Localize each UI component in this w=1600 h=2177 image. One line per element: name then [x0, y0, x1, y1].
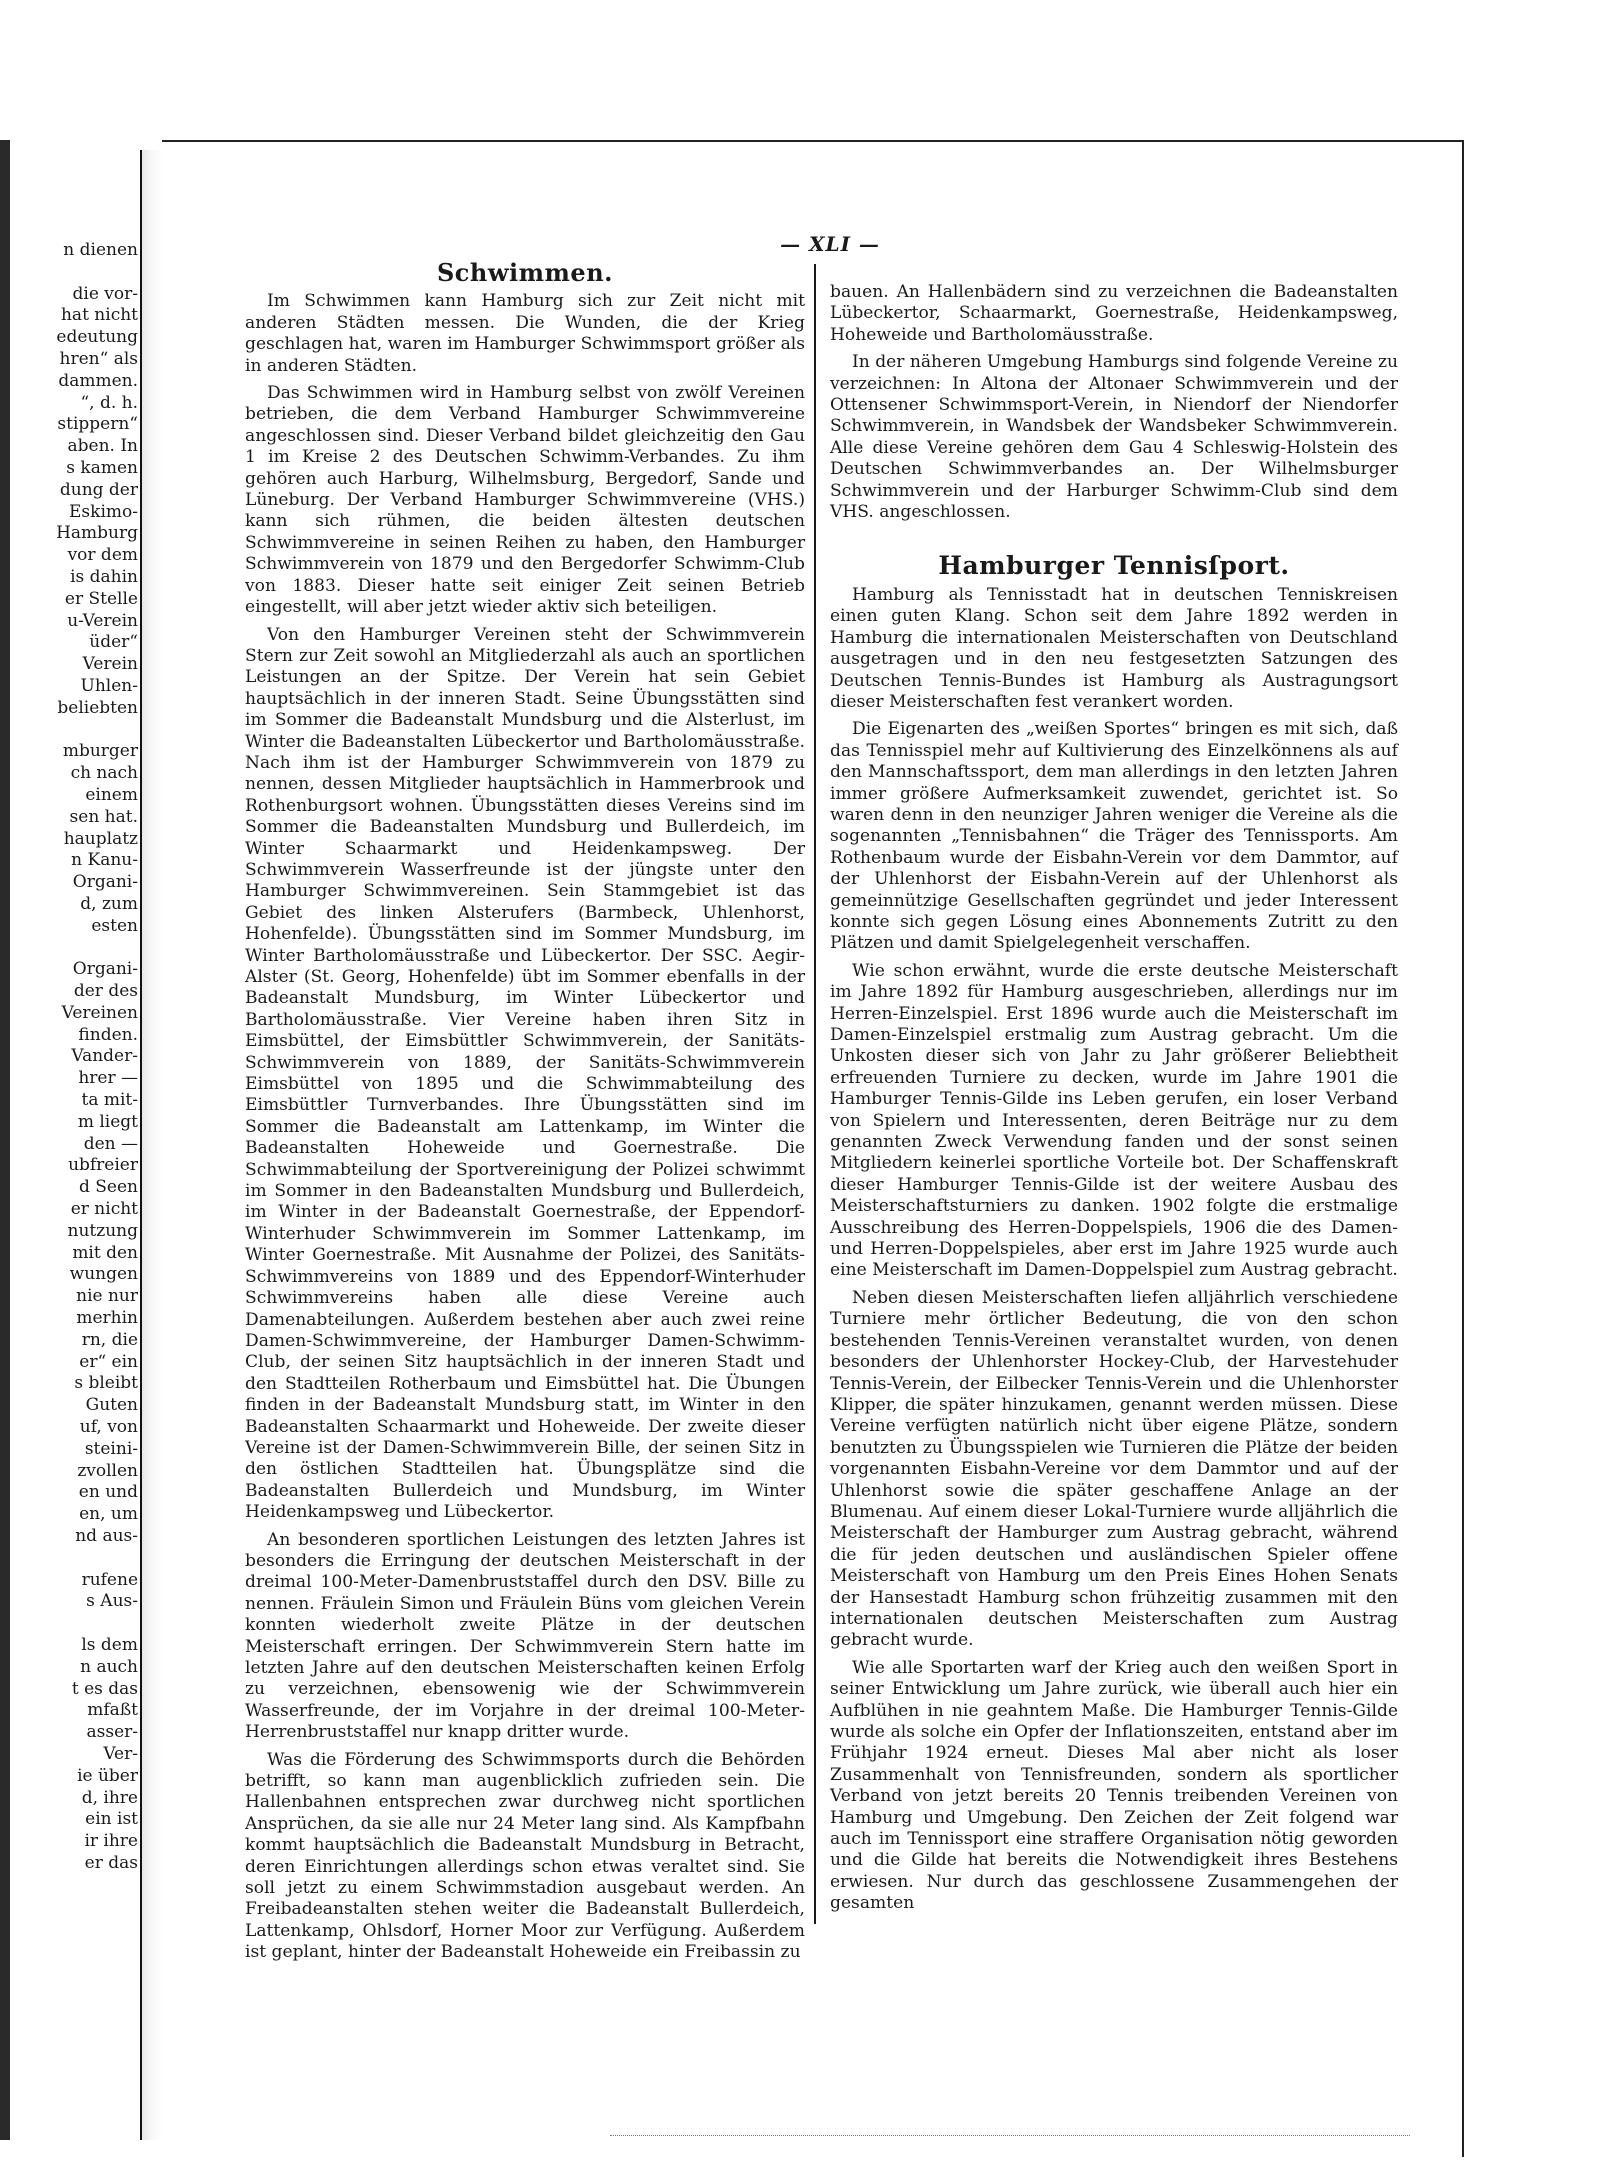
page-bottom-edge	[610, 2135, 1410, 2146]
paragraph: Hamburg als Tennisstadt hat in deutschen Tenniskreisen einen guten Klang. Schon seit dem Jahre 1892 werden in Hamburg die internationalen Meisterschaften von Deutschland ausgetragen und in den neu festgesetzten Satzungen des Deutschen Tennis-Bundes ist Hamburg als Austragungsort dieser Meisterschaften fest verankert worden.	[830, 584, 1398, 712]
paragraph: Die Eigenarten des „weißen Sportes“ bringen es mit sich, daß das Tennisspiel mehr auf Kultivierung des Einzelkönnens als auf den Mannschaftssport, dem man allerdings in den letzten Jahren immer größere Aufmerksamkeit zuwendet, gerichtet ist. So waren denn in den neunziger Jahren weniger die Vereine als die sogenannten „Tennisbahnen“ die Träger des Tennissports. Am Rothenbaum wurde der Eisbahn-Verein vor dem Dammtor, auf der Uhlenhorst der Eisbahn-Verein auf der Uhlenhorst als gemeinnützige Gesellschaften gegründet und jeder Interessent konnte sich gegen Lösung eines Abonnements Zutritt zu den Plätzen und damit Spielgelegenheit verschaffen.	[830, 719, 1398, 954]
paragraph: Im Schwimmen kann Hamburg sich zur Zeit nicht mit anderen Städten messen. Die Wunden, die der Krieg geschlagen hat, waren im Hamburger Schwimmsport größer als in anderen Städten.	[245, 291, 805, 376]
paragraph: Wie alle Sportarten warf der Krieg auch den weißen Sport in seiner Entwicklung um Jahre zurück, wie überall auch hier ein Aufblühen in nie geahntem Maße. Die Hamburger Tennis-Gilde wurde als solche ein Opfer der Inflationszeiten, entstand aber im Frühjahr 1924 erneut. Dieses Mal aber nicht als loser Zusammenhalt von Tennisfreunden, sondern als sportlicher Verband von jetzt bereits 20 Tennis treibenden Vereinen von Hamburg und Umgebung. Den Zeichen der Zeit folgend war auch im Tennissport eine straffere Organisation nötig geworden und die Gilde hat bereits die Notwendigkeit ihres Bestehens erwiesen. Nur durch das geschlossene Zusammengehen der gesamten	[830, 1657, 1398, 1914]
paragraph: bauen. An Hallenbädern sind zu verzeichnen die Badeanstalten Lübeckertor, Schaarmarkt, Goernestraße, Heidenkampsweg, Hoheweide und Bartholomäusstraße.	[830, 282, 1398, 345]
paragraph: Das Schwimmen wird in Hamburg selbst von zwölf Vereinen betrieben, die dem Verband Hamburger Schwimmvereine angeschlossen sind. Dieser Verband bildet gleichzeitig den Gau 1 im Kreise 2 des Deutschen Schwimm-Verbandes. Zu ihm gehören auch Harburg, Wilhelmsburg, Bergedorf, Sande und Lüneburg. Der Verband Hamburger Schwimmvereine (VHS.) kann sich rühmen, die beiden ältesten deutschen Schwimmvereine in seinen Reihen zu haben, den Hamburger Schwimmverein von 1879 und den Bergedorfer Schwimm-Club von 1883. Dieser hatte seit einiger Zeit seinen Betrieb eingestellt, will aber jetzt wieder aktiv sich beteiligen.	[245, 383, 805, 618]
column-divider	[814, 264, 816, 1924]
section-title-schwimmen: Schwimmen.	[436, 258, 614, 287]
section-title-tennissport: Hamburger Tennisſport.	[938, 551, 1290, 581]
paragraph: Was die Förderung des Schwimmsports durch die Behörden betrifft, so kann man augenblicklich zufrieden sein. Die Hallenbahnen entsprechen zwar durchweg nicht sportlichen Ansprüchen, da sie alle nur 24 Meter lang sind. Als Kampfbahn kommt hauptsächlich die Badeanstalt Mundsburg in Betracht, deren Einrichtungen allerdings schon etwas veraltet sind. Sie soll jetzt zu einem Schwimmstadion ausgebaut werden. An Freibadeanstalten stehen weiter die Badeanstalt Bullerdeich, Lattenkamp, Ohlsdorf, Horner Moor zur Verfügung. Außerdem ist geplant, hinter der Badeanstalt Hoheweide ein Freibassin zu	[245, 1749, 805, 1963]
book-gutter	[140, 150, 164, 2140]
paragraph: Wie schon erwähnt, wurde die erste deutsche Meisterschaft im Jahre 1892 für Hamburg ausgeschrieben, allerdings nur im Herren-Einzelspiel. Erst 1896 wurde auch die Meisterschaft im Damen-Einzelspiel erstmalig zum Austrag gebracht. Um die Unkosten dieser sich von Jahr zu Jahr größerer Beliebtheit erfreuenden Turniere zu decken, wurde im Jahre 1901 die Hamburger Tennis-Gilde ins Leben gerufen, ein loser Verband von Spielern und Interessenten, deren Beiträge nur zu dem genannten Zweck Verwendung fanden und der sonst seinen Mitgliedern keinerlei sportliche Vorteile bot. Der Schaffenskraft dieser Hamburger Tennis-Gilde ist der weitere Ausbau des Meisterschaftsturniers zu danken. 1902 folgte die erstmalige Ausschreibung des Herren-Doppelspiels, 1906 die des Damen- und Herren-Doppelspieles, aber erst im Jahre 1925 wurde auch eine Meisterschaft im Damen-Doppelspiel zum Austrag gebracht.	[830, 960, 1398, 1281]
left-column	[245, 258, 805, 1970]
scan-edge	[0, 140, 10, 2140]
paragraph: In der näheren Umgebung Hamburgs sind folgende Vereine zu verzeichnen: In Altona der Altonaer Schwimmverein und der Ottensener Schwimmsport-Verein, in Niendorf der Niendorfer Schwimmverein, in Wandsbek der Wandsbeker Schwimmverein. Alle diese Vereine gehören dem Gau 4 Schleswig-Holstein des Deutschen Schwimmverbandes an. Der Wilhelmsburger Schwimmverein und der Harburger Schwimm-Club sind dem VHS. angeschlossen.	[830, 352, 1398, 523]
page-number: — XLI —	[780, 232, 880, 256]
right-column	[830, 282, 1398, 1921]
paragraph: Von den Hamburger Vereinen steht der Schwimmverein Stern zur Zeit sowohl an Mitgliederzahl als auch an sportlichen Leistungen an der Spitze. Der Verein hat sein Gebiet hauptsächlich in der inneren Stadt. Seine Übungsstätten sind im Sommer die Badeanstalt Mundsburg und die Alsterlust, im Winter die Badeanstalten Lübeckertor und Bartholomäusstraße. Nach ihm ist der Hamburger Schwimmverein von 1879 zu nennen, dessen Mitglieder hauptsächlich in Hammerbrook und Rothenburgsort wohnen. Übungsstätten dieses Vereins sind im Sommer die Badeanstalten Mundsburg und Bullerdeich, im Winter Schaarmarkt und Heidenkampsweg. Der Schwimmverein Wasserfreunde ist der jüngste unter den Hamburger Schwimmvereinen. Sein Stammgebiet ist das Gebiet des linken Alsterufers (Barmbeck, Uhlenhorst, Hohenfelde). Übungsstätten sind im Sommer Mundsburg, im Winter Bartholomäusstraße und Lübeckertor. Der SSC. Aegir-Alster (St. Georg, Hohenfelde) übt im Sommer ebenfalls in der Badeanstalt Mundsburg, im Winter Lübeckertor und Bartholomäusstraße. Vier Vereine haben ihren Sitz in Eimsbüttel, der Eimsbüttler Schwimmverein, der Sanitäts-Schwimmverein von 1889, der Sanitäts-Schwimmverein Eimsbüttel von 1895 und die Schwimmabteilung des Eimsbüttler Turnverbandes. Ihre Übungsstätten sind im Sommer die Badeanstalt am Lattenkamp, im Winter die Badeanstalten Hoheweide und Goernestraße. Die Schwimmabteilung der Sportvereinigung der Polizei schwimmt im Sommer in den Badeanstalten Mundsburg und Bullerdeich, im Winter in der Badeanstalt Goernestraße, der Eppendorf-Winterhuder Schwimmverein im Sommer Lattenkamp, im Winter Goernestraße. Mit Ausnahme der Polizei, des Sanitäts-Schwimmvereins von 1889 und des Eppendorf-Winterhuder Schwimmvereins haben alle diese Vereine auch Damenabteilungen. Außerdem bestehen aber auch zwei reine Damen-Schwimmvereine, der Hamburger Damen-Schwimm-Club, der seinen Sitz hauptsächlich in der inneren Stadt und den Stadtteilen Rotherbaum und Eimsbüttel hat. Die Übungen finden in der Badeanstalt Mundsburg statt, im Winter in den Badeanstalten Schaarmarkt und Hoheweide. Der zweite dieser Vereine ist der Damen-Schwimmverein Bille, der seinen Sitz in den östlichen Stadtteilen hat. Übungsplätze sind die Badeanstalten Bullerdeich und Mundsburg, im Winter Heidenkampsweg und Lübeckertor.	[245, 624, 805, 1523]
previous-page-fragment: n dienen die vor- hat nicht edeutung hren“ als dammen. “, d. h. stippern“ aben. In s kamen dung der Eskimo- Hamburg vor dem is dahin er Stelle u-Verein üder“ Verein Uhlen- beliebten mburger ch nach einem sen hat. hauplatz n Kanu- Organi- d, zum esten Organi- der des Vereinen finden. Vander- hrer — ta mit- m liegt den — ubfreier d Seen er nicht nutzung mit den wungen nie nur merhin rn, die er“ ein s bleibt Guten uf, von steini- zvollen en und en, um nd aus- rufene s Aus- ls dem n auch t es das mfaßt asser- Ver- ie über d, ihre ein ist ir ihre er das	[56, 240, 138, 1873]
paragraph: An besonderen sportlichen Leistungen des letzten Jahres ist besonders die Erringung der deutschen Meisterschaft in der dreimal 100-Meter-Damenbruststaffel durch den DSV. Bille zu nennen. Fräulein Simon und Fräulein Büns vom gleichen Verein konnten wiederholt zweite Plätze in der deutschen Meisterschaft erringen. Der Schwimmverein Stern hatte im letzten Jahre auf den deutschen Meisterschaften keinen Erfolg zu verzeichnen, ebensowenig wie der Schwimmverein Wasserfreunde, der im Vorjahre in der dreimal 100-Meter-Herrenbruststaffel nur knapp dritter wurde.	[245, 1529, 805, 1743]
paragraph: Neben diesen Meisterschaften liefen alljährlich verschiedene Turniere mehr örtlicher Bedeutung, die von den schon bestehenden Tennis-Vereinen veranstaltet wurden, von denen besonders der Uhlenhorster Hockey-Club, der Harvestehuder Tennis-Verein, der Eilbecker Tennis-Verein und die Uhlenhorster Klipper, die später hinzukamen, genannt werden müssen. Diese Vereine verfügten natürlich nicht über eigene Plätze, sondern benutzten zu Übungsspielen wie Turnieren die Plätze der beiden vorgenannten Eisbahn-Vereine vor dem Dammtor und auf der Uhlenhorst sowie die später geschaffene Anlage an der Blumenau. Auf einem dieser Lokal-Turniere wurde alljährlich die Meisterschaft der Hamburger zum Austrag gebracht, während die für jeden deutschen und ausländischen Spieler offene Meisterschaft von Hamburg um den Preis Eines Hohen Senats der Hansestadt Hamburg schon frühzeitig zusammen mit den internationalen deutschen Meisterschaften zum Austrag gebracht wurde.	[830, 1287, 1398, 1651]
